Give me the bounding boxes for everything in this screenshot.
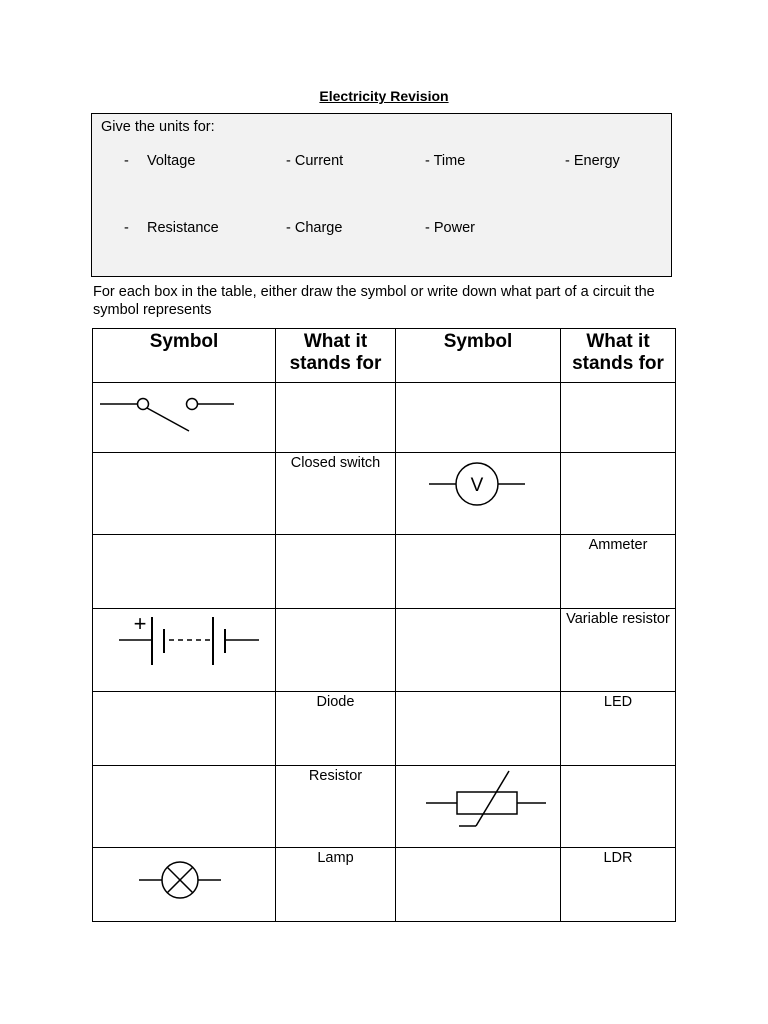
table-row [93,848,676,922]
symbol-cell[interactable] [396,766,561,848]
battery-plus-sign: + [133,611,147,636]
symbol-cell[interactable] [396,848,561,922]
table-row [93,535,676,609]
unit-voltage: Voltage [147,153,196,169]
answer-text: Variable resistor [566,611,670,627]
symbol-cell[interactable] [93,383,276,453]
header-symbol: Symbol [396,329,561,383]
answer-text: LED [603,694,633,710]
unit-time: - Time [425,153,466,169]
units-question-box [91,113,672,277]
symbol-cell[interactable] [93,848,276,922]
unit-current: - Current [286,153,344,169]
table-row [93,609,676,692]
answer-cell[interactable] [561,766,676,848]
table-row [93,383,676,453]
voltmeter-label: V [470,475,484,496]
voltmeter-symbol [396,453,561,535]
answer-text [276,535,395,537]
answer-cell[interactable] [276,848,396,922]
circuit-symbols-table [92,328,676,922]
symbol-cell[interactable] [396,453,561,535]
answer-text [276,383,395,385]
unit-charge: - Charge [286,220,343,236]
answer-text: Lamp [317,850,354,866]
unit-resistance: Resistance [147,220,219,236]
answer-text: Closed switch [290,455,381,471]
bullet-dash: - [124,153,129,169]
answer-cell[interactable] [276,535,396,609]
symbol-cell[interactable] [93,453,276,535]
answer-cell[interactable] [561,453,676,535]
thermistor-symbol [396,766,561,848]
unit-power: - Power [425,220,475,236]
answer-cell[interactable] [561,383,676,453]
answer-text: LDR [603,850,633,866]
answer-cell[interactable] [276,383,396,453]
symbol-cell[interactable] [93,609,276,692]
answer-cell[interactable] [276,692,396,766]
page-title: Electricity Revision [319,88,449,104]
answer-cell[interactable] [561,848,676,922]
answer-cell[interactable] [561,609,676,692]
answer-cell[interactable] [276,453,396,535]
symbol-cell[interactable] [396,383,561,453]
symbol-cell[interactable] [396,535,561,609]
instructions-text: For each box in the table, either draw the symbol or write down what part of a circuit the symbol represents [93,284,655,318]
answer-cell[interactable] [276,766,396,848]
answer-text [561,453,675,455]
bullet-dash: - [124,220,129,236]
battery-symbol [93,609,276,692]
answer-text: Diode [316,694,355,710]
open-switch-symbol [93,383,276,453]
header-what-it-stands-for: What it stands for [276,329,396,383]
answer-text [561,383,675,385]
answer-text: Ammeter [588,537,648,553]
symbol-cell[interactable] [396,692,561,766]
units-intro: Give the units for: [101,119,215,135]
table-row [93,766,676,848]
answer-cell[interactable] [276,609,396,692]
answer-text: Resistor [308,768,363,784]
table-row [93,453,676,535]
table-header-row [93,329,676,383]
unit-energy: - Energy [565,153,620,169]
table-row [93,692,676,766]
symbol-cell[interactable] [93,535,276,609]
lamp-symbol [93,848,276,922]
symbol-cell[interactable] [396,609,561,692]
symbol-cell[interactable] [93,766,276,848]
answer-cell[interactable] [561,692,676,766]
header-symbol: Symbol [93,329,276,383]
symbol-cell[interactable] [93,692,276,766]
header-what-it-stands-for: What it stands for [561,329,676,383]
answer-text [276,609,395,611]
answer-cell[interactable] [561,535,676,609]
answer-text [561,766,675,768]
